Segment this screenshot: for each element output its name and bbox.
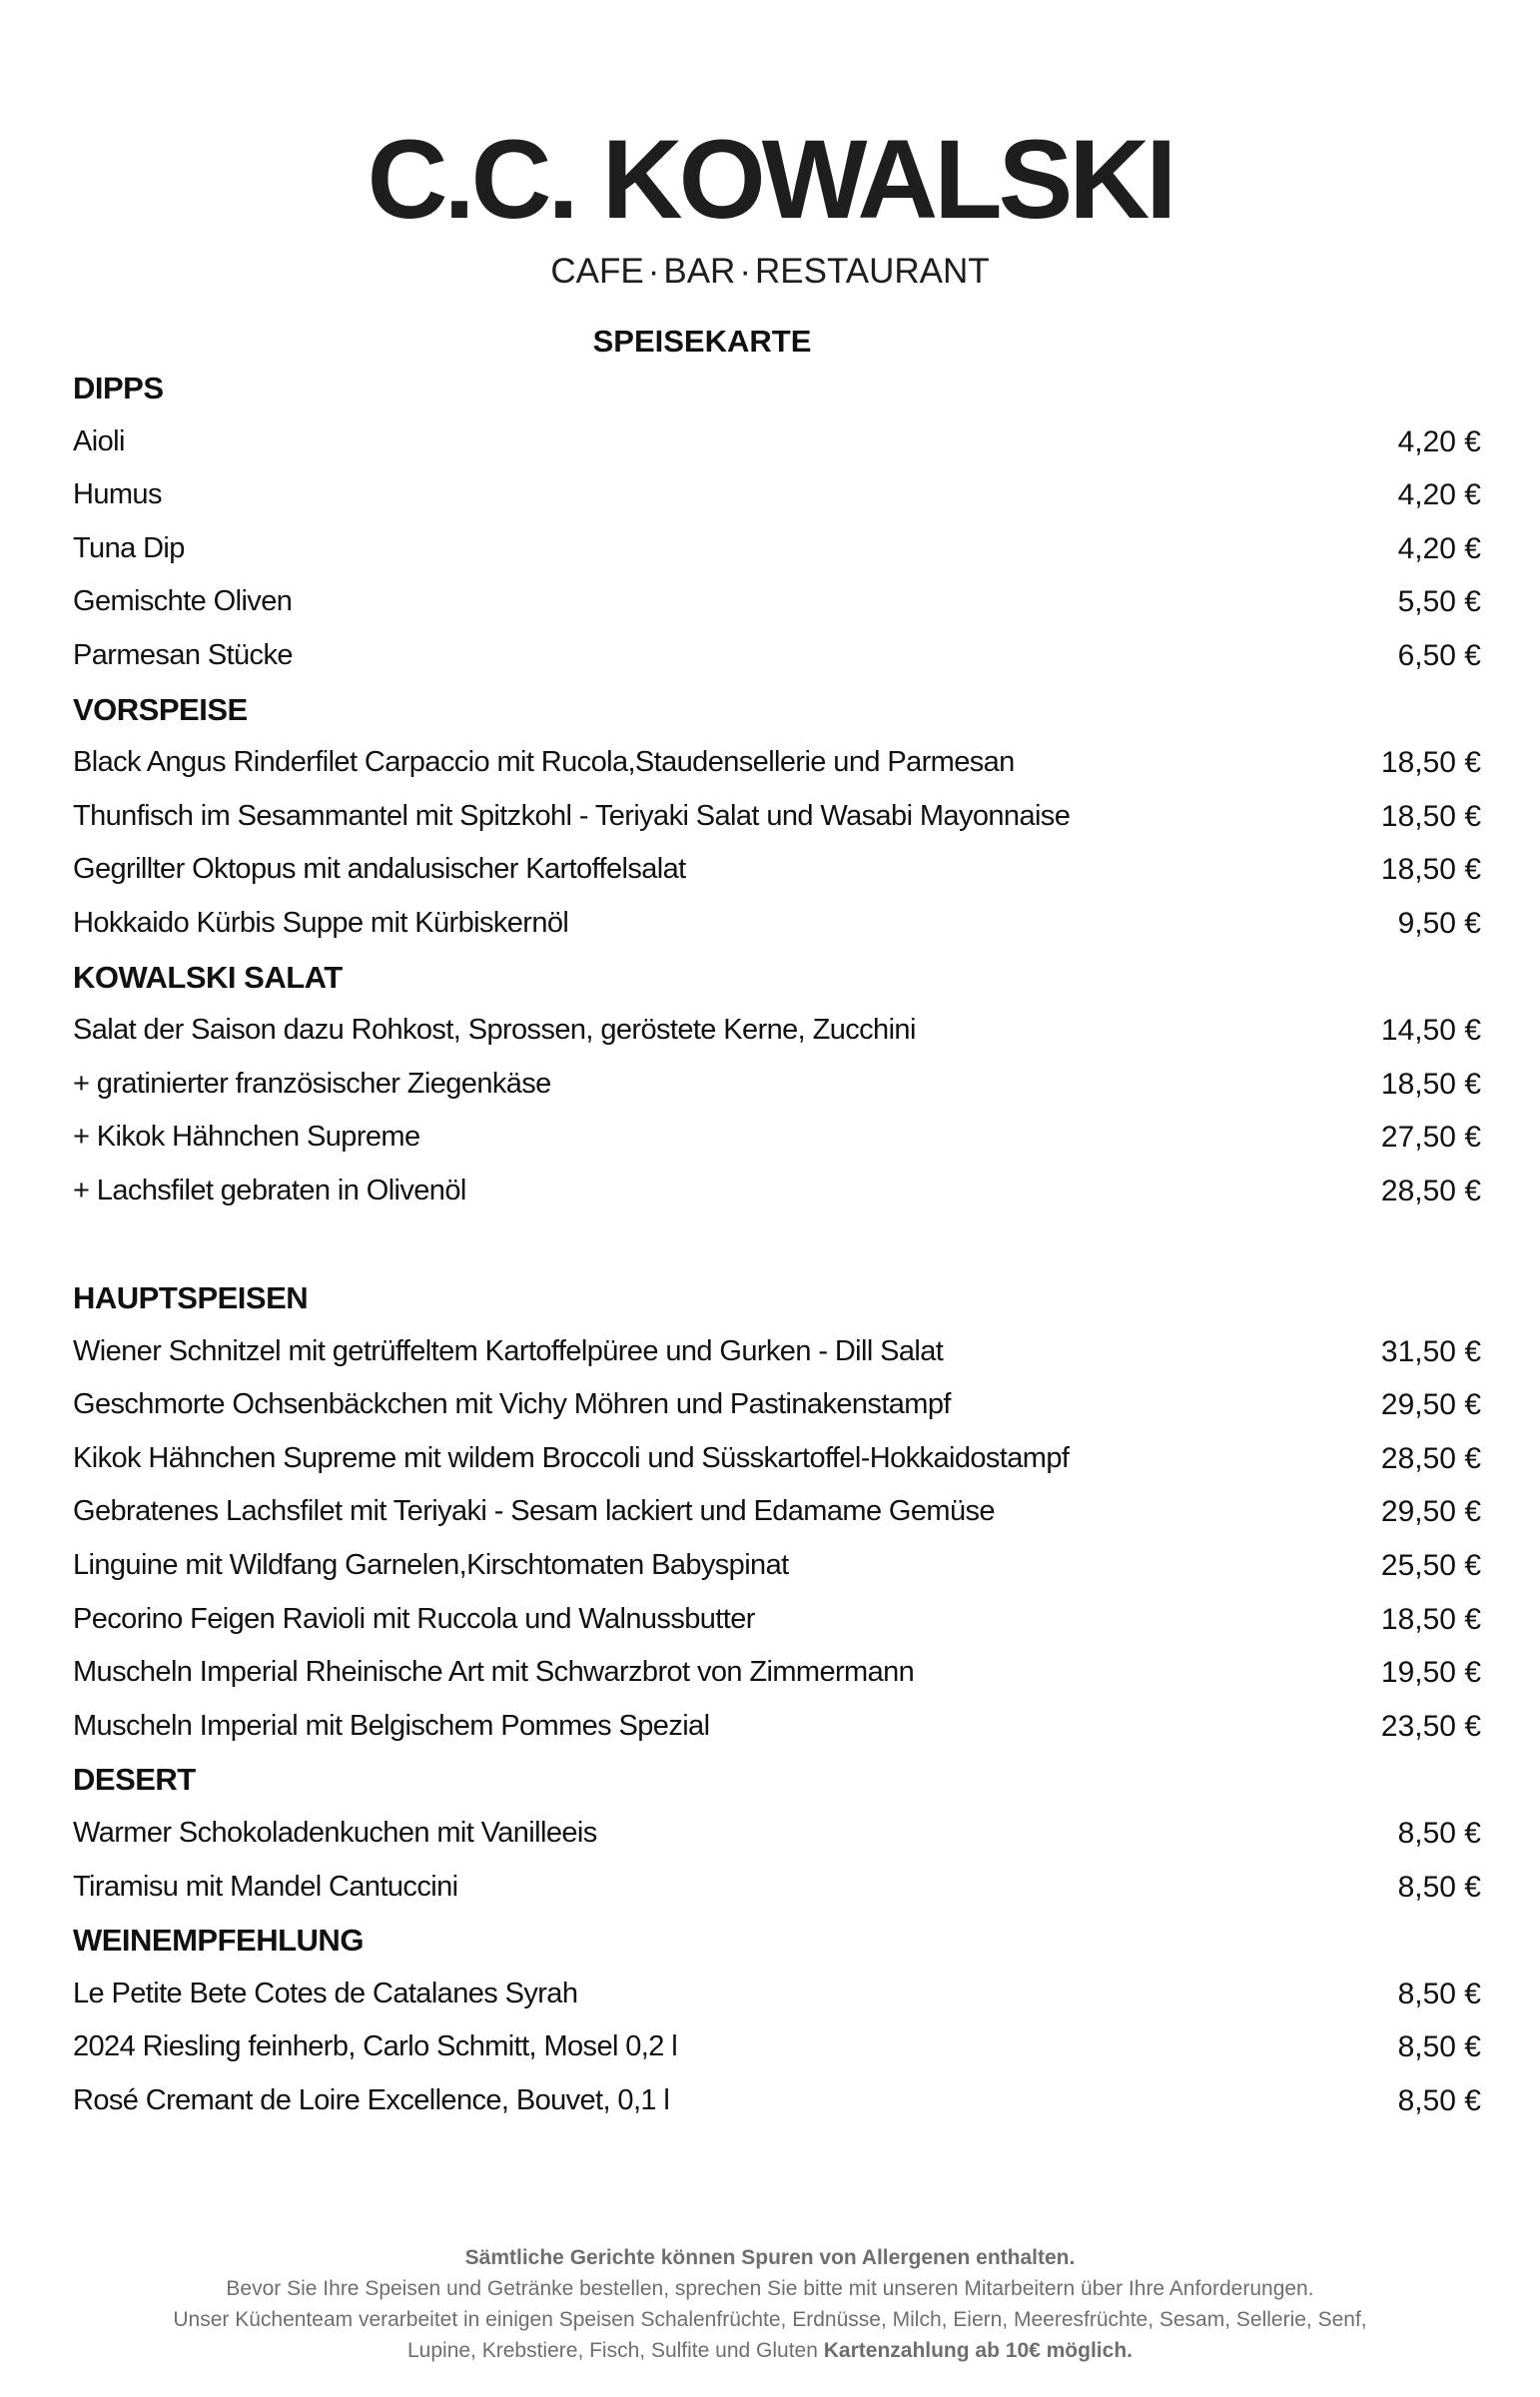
menu-item-name: Warmer Schokoladenkuchen mit Vanilleeis xyxy=(73,1817,597,1850)
menu-item xyxy=(73,1485,1481,1539)
menu-item xyxy=(73,736,1481,790)
menu-item-price: 4,20 € xyxy=(1397,531,1481,565)
menu-item-name: Hokkaido Kürbis Suppe mit Kürbiskernöl xyxy=(73,906,569,939)
menu-item-price: 8,50 € xyxy=(1397,1817,1481,1851)
footer-allergens-end: Lupine, Krebstiere, Fisch, Sulfite und Gluten xyxy=(407,2339,818,2362)
tagline-separator-icon: · xyxy=(739,252,751,291)
menu-item-name: Rosé Cremant de Loire Excellence, Bouvet, 0,1 l xyxy=(73,2084,670,2116)
menu-item-name: Thunfisch im Sesammantel mit Spitzkohl - Teriyaki Salat und Wasabi Mayonnaise xyxy=(73,799,1071,832)
menu-item-name: Humus xyxy=(73,478,162,511)
menu-item xyxy=(73,1432,1481,1486)
menu-item xyxy=(73,897,1481,951)
menu-item xyxy=(73,2020,1481,2074)
section-heading xyxy=(73,362,1481,415)
menu-item-name: Tiramisu mit Mandel Cantuccini xyxy=(73,1870,458,1903)
menu-item-price: 27,50 € xyxy=(1380,1121,1481,1155)
tagline-restaurant: RESTAURANT xyxy=(754,252,990,291)
menu-item xyxy=(73,1165,1481,1218)
section-heading xyxy=(73,951,1481,1005)
menu-item xyxy=(73,1646,1481,1700)
payment-note: Kartenzahlung ab 10€ möglich. xyxy=(823,2339,1133,2362)
menu-item-price: 18,50 € xyxy=(1380,1602,1481,1636)
menu-item-name: + gratinierter französischer Ziegenkäse xyxy=(73,1067,551,1100)
menu-item xyxy=(73,1325,1481,1379)
tagline xyxy=(0,250,1540,294)
menu-item-name: Muscheln Imperial mit Belgischem Pommes Spezial xyxy=(73,1709,710,1742)
tagline-separator-icon: · xyxy=(647,252,660,291)
menu-item xyxy=(73,1968,1481,2021)
menu-item-price: 4,20 € xyxy=(1397,424,1481,458)
menu-item-price: 29,50 € xyxy=(1380,1495,1481,1529)
menu-item-name: Geschmorte Ochsenbäckchen mit Vichy Möhren und Pastinakenstampf xyxy=(73,1388,951,1421)
menu-item-name: Parmesan Stücke xyxy=(73,638,293,671)
menu-item-price: 31,50 € xyxy=(1380,1334,1481,1368)
menu-item-name: 2024 Riesling feinherb, Carlo Schmitt, Mosel 0,2 l xyxy=(73,2030,678,2063)
menu-item xyxy=(73,468,1481,522)
menu-item xyxy=(73,629,1481,683)
menu-title: SPEISEKARTE xyxy=(592,324,812,359)
section-title: WEINEMPFEHLUNG xyxy=(73,1923,364,1959)
menu-item xyxy=(73,1058,1481,1112)
section-heading xyxy=(73,1914,1481,1968)
allergen-notice: Sämtliche Gerichte können Spuren von Allergenen enthalten. xyxy=(464,2246,1076,2269)
section-heading xyxy=(73,683,1481,737)
section-heading xyxy=(73,1271,1481,1325)
restaurant-logo: C.C. KOWALSKI xyxy=(367,117,1173,242)
menu-item-name: Wiener Schnitzel mit getrüffeltem Kartoffelpüree und Gurken - Dill Salat xyxy=(73,1334,944,1367)
menu-item-price: 6,50 € xyxy=(1397,638,1481,672)
footer-line-allergens: Unser Küchenteam verarbeitet in einigen Speisen Schalenfrüchte, Erdnüsse, Milch, Eiern, Meeresfrüchte, Sesam, Sellerie, Senf, xyxy=(173,2308,1367,2331)
menu-item-name: Kikok Hähnchen Supreme mit wildem Broccoli und Süsskartoffel-Hokkaidostampf xyxy=(73,1441,1070,1474)
menu-item-name: Aioli xyxy=(73,424,125,457)
menu-item xyxy=(73,2074,1481,2128)
menu-item-price: 5,50 € xyxy=(1397,585,1481,619)
menu-item xyxy=(73,1111,1481,1165)
menu-item-price: 19,50 € xyxy=(1380,1656,1481,1690)
menu-item-price: 28,50 € xyxy=(1380,1441,1481,1475)
menu-item-price: 29,50 € xyxy=(1380,1388,1481,1422)
menu-item-price: 4,20 € xyxy=(1397,478,1481,512)
menu-item-name: Gebratenes Lachsfilet mit Teriyaki - Sesam lackiert und Edamame Gemüse xyxy=(73,1495,995,1528)
menu-item-price: 8,50 € xyxy=(1397,2030,1481,2064)
menu-item xyxy=(73,1378,1481,1432)
menu-item-name: Black Angus Rinderfilet Carpaccio mit Rucola,Staudensellerie und Parmesan xyxy=(73,746,1015,779)
menu-item-price: 8,50 € xyxy=(1397,2084,1481,2117)
tagline-cafe: CAFE xyxy=(550,252,644,291)
menu-list xyxy=(73,362,1481,2128)
section-spacer xyxy=(73,1218,1481,1272)
menu-item xyxy=(73,790,1481,844)
menu-item-name: Gegrillter Oktopus mit andalusischer Kartoffelsalat xyxy=(73,853,686,886)
menu-item-price: 28,50 € xyxy=(1380,1174,1481,1207)
menu-item-name: Pecorino Feigen Ravioli mit Ruccola und Walnussbutter xyxy=(73,1602,755,1635)
menu-item-price: 14,50 € xyxy=(1380,1014,1481,1048)
menu-item xyxy=(73,1539,1481,1593)
menu-item xyxy=(73,843,1481,897)
menu-item xyxy=(73,1807,1481,1861)
footer-line-allergens-cont xyxy=(0,2335,1540,2366)
footer-line-order-advice: Bevor Sie Ihre Speisen und Getränke bestellen, sprechen Sie bitte mit unseren Mitarbeitern über Ihre Anforderungen. xyxy=(226,2277,1314,2300)
menu-item-name: Gemischte Oliven xyxy=(73,585,293,618)
menu-item xyxy=(73,1593,1481,1647)
menu-item-price: 18,50 € xyxy=(1380,1067,1481,1101)
section-title: DESERT xyxy=(73,1762,196,1798)
menu-item-price: 8,50 € xyxy=(1397,1977,1481,2010)
menu-item-price: 18,50 € xyxy=(1380,853,1481,887)
menu-item-name: Le Petite Bete Cotes de Catalanes Syrah xyxy=(73,1977,578,2009)
menu-item xyxy=(73,1004,1481,1058)
menu-item-price: 18,50 € xyxy=(1380,746,1481,780)
section-title: HAUPTSPEISEN xyxy=(73,1280,309,1316)
menu-item xyxy=(73,415,1481,469)
menu-item-name: Muscheln Imperial Rheinische Art mit Schwarzbrot von Zimmermann xyxy=(73,1656,915,1689)
menu-item-price: 9,50 € xyxy=(1397,906,1481,940)
menu-item-name: Tuna Dip xyxy=(73,531,185,564)
menu-item xyxy=(73,1700,1481,1754)
menu-item-name: Linguine mit Wildfang Garnelen,Kirschtomaten Babyspinat xyxy=(73,1549,789,1582)
menu-item xyxy=(73,522,1481,576)
menu-item-name: Salat der Saison dazu Rohkost, Sprossen, geröstete Kerne, Zucchini xyxy=(73,1014,916,1047)
menu-item xyxy=(73,575,1481,629)
logo-container xyxy=(0,118,1540,242)
menu-item xyxy=(73,1861,1481,1915)
tagline-bar: BAR xyxy=(663,252,736,291)
section-heading xyxy=(73,1753,1481,1807)
menu-item-price: 8,50 € xyxy=(1397,1870,1481,1904)
menu-item-price: 25,50 € xyxy=(1380,1549,1481,1583)
section-title: DIPPS xyxy=(73,371,164,405)
footer-notice xyxy=(0,2242,1540,2366)
menu-item-name: + Kikok Hähnchen Supreme xyxy=(73,1121,420,1154)
section-title: VORSPEISE xyxy=(73,691,248,727)
menu-item-name: + Lachsfilet gebraten in Olivenöl xyxy=(73,1174,466,1206)
menu-item-price: 18,50 € xyxy=(1380,799,1481,833)
menu-item-price: 23,50 € xyxy=(1380,1709,1481,1743)
section-title: KOWALSKI SALAT xyxy=(73,959,343,995)
